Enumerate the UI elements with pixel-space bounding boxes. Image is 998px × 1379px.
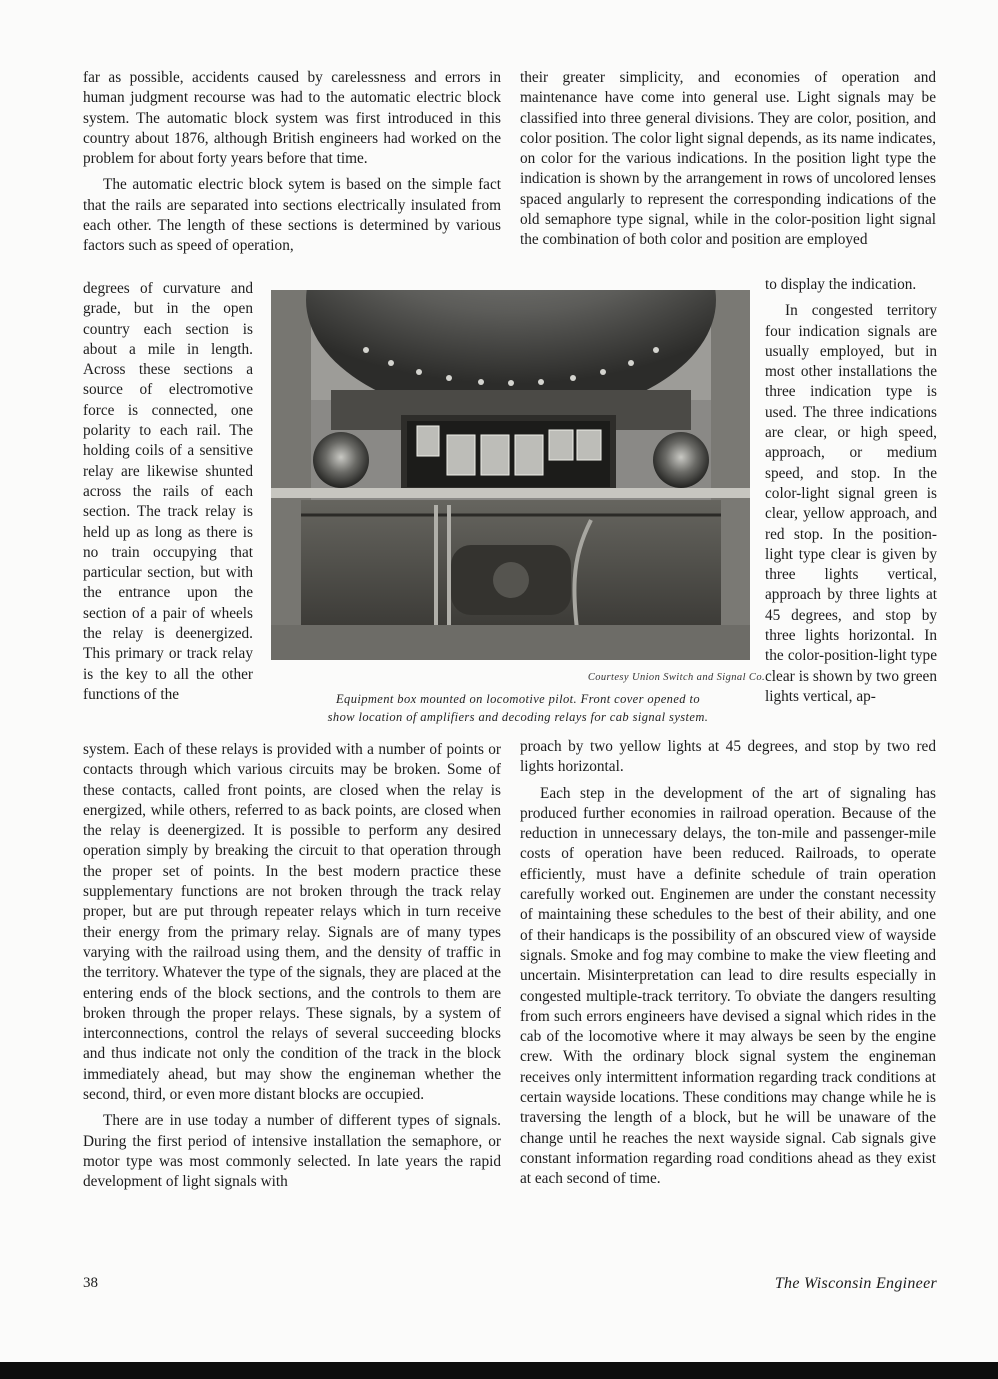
paragraph: proach by two yellow lights at 45 degrees, and stop by two red lights horizontal. bbox=[520, 738, 936, 776]
journal-title: The Wisconsin Engineer bbox=[774, 1275, 937, 1292]
paragraph: system. Each of these relays is provided with a number of points or contacts through which various circuits may be broken. Some of these contacts, called front points, are closed when the relay is energized, while others, referred to as back points, are closed when the relay is deenergized. It is possible to perform any desired operation simply by breaking the circuit to that operation through the proper set of points. In the best modern practice these supplementary functions are not broken through the track relay proper, but are put through repeater relays which in turn receive their energy from the primary relay. Signals are of many types varying with the railroad using them, and the density of traffic in the territory. Whatever the type of the signals, they are placed at the entering ends of the block sections, and the controls to them are broken through the proper relays. These signals, by a system of interconnections, control the relays of several succeeding blocks and thus indicate not only the condition of the track in the block immediately ahead, but may show the engineman whether the second, third, or even more distant blocks are occupied. bbox=[83, 741, 501, 1104]
paragraph: their greater simplicity, and economies of operation and maintenance have come into general use. Light signals may be classified into three general divisions. They are color, position, and color position. The color light signal depends, as its name indicates, on color for the various indications. In the position light type the indication is shown by the arrangement in rows of uncolored lenses spaced angularly to represent the corresponding indications of the old semaphore type signal, while in the color-position light signal the combination of both color and position are employed bbox=[520, 69, 936, 249]
paragraph: degrees of curvature and grade, but in the open country each section is about a mile in length. Across these sections a source of electromotive force is connected, one polarity to each rail. The holding coils of a sensitive relay are likewise shunted across the rails of each section. The track relay is held up as long as there is no train occupying that particular section, but with the entrance upon the section of a pair of wheels the relay is deenergized. This primary or track relay is the key to all the other functions of the bbox=[83, 280, 253, 703]
page-number: 38 bbox=[83, 1275, 98, 1291]
photo-credit: Courtesy Union Switch and Signal Co. bbox=[587, 672, 765, 683]
paragraph: far as possible, accidents caused by carelessness and errors in human judgment recourse was had to the automatic electric block system. The automatic block system was first introduced in this country about 1876, although British engineers had worked on the problem for about forty years before that time. bbox=[83, 69, 501, 168]
paragraph: There are in use today a number of different types of signals. During the first period of intensive installation the semaphore, or motor type was most commonly selected. In late years the rapid development of light signals with bbox=[83, 1112, 501, 1191]
locomotive-photo bbox=[271, 290, 750, 660]
caption-line: Equipment box mounted on locomotive pilot. Front cover opened to bbox=[336, 692, 700, 706]
paragraph: In congested territory four indication signals are usually employed, but in most other installations the three indication type is used. The three indications are clear, or high speed, approach, or medium speed, and stop. In the color-light signal green is clear, yellow approach, and red stop. In the position-light type clear is given by three lights vertical, approach by three lights at 45 degrees, and stop by three lights horizontal. In the color-position-light type clear is shown by two green lights vertical, ap- bbox=[765, 302, 937, 705]
paragraph: The automatic electric block sytem is based on the simple fact that the rails are separated into sections electrically insulated from each other. The length of these sections is determined by various factors such as speed of operation, bbox=[83, 176, 501, 255]
right-column-wrap bbox=[765, 275, 937, 707]
scan-edge bbox=[0, 1362, 998, 1379]
paragraph: to display the indication. bbox=[765, 276, 917, 293]
left-column-top bbox=[83, 68, 501, 257]
left-column-bottom bbox=[83, 740, 501, 1193]
paragraph: Each step in the development of the art of signaling has produced further economies in railroad operation. Because of the reduction in unnecessary delays, the ton-mile and passenger-mile costs of operation have been reduced. Railroads, to operate efficiently, must have a definite schedule of train operation carefully worked out. Enginemen are under the constant necessity of maintaining these schedules to the best of their ability, and one of their handicaps is the possibility of an obscured view of wayside signals. Smoke and fog may combine to make the view fleeting and uncertain. Misinterpretation can lead to dire results especially in congested multiple-track territory. To obviate the dangers resulting from such errors engineers have devised a signal which rides in the cab of the locomotive where it may always be seen by the engine crew. With the ordinary block signal system the engineman receives only intermittent information regarding track conditions at certain wayside locations. These conditions may change while he is traversing the length of a block, but he will be unaware of the change until he reaches the next wayside signal. Cab signals give constant information regarding road conditions ahead as they exist at each second of time. bbox=[520, 784, 936, 1188]
figure-caption bbox=[271, 690, 765, 726]
left-column-wrap bbox=[83, 279, 253, 705]
caption-line: show location of amplifiers and decoding relays for cab signal system. bbox=[327, 710, 709, 724]
right-column-top bbox=[520, 68, 936, 251]
right-column-bottom bbox=[520, 737, 936, 1190]
